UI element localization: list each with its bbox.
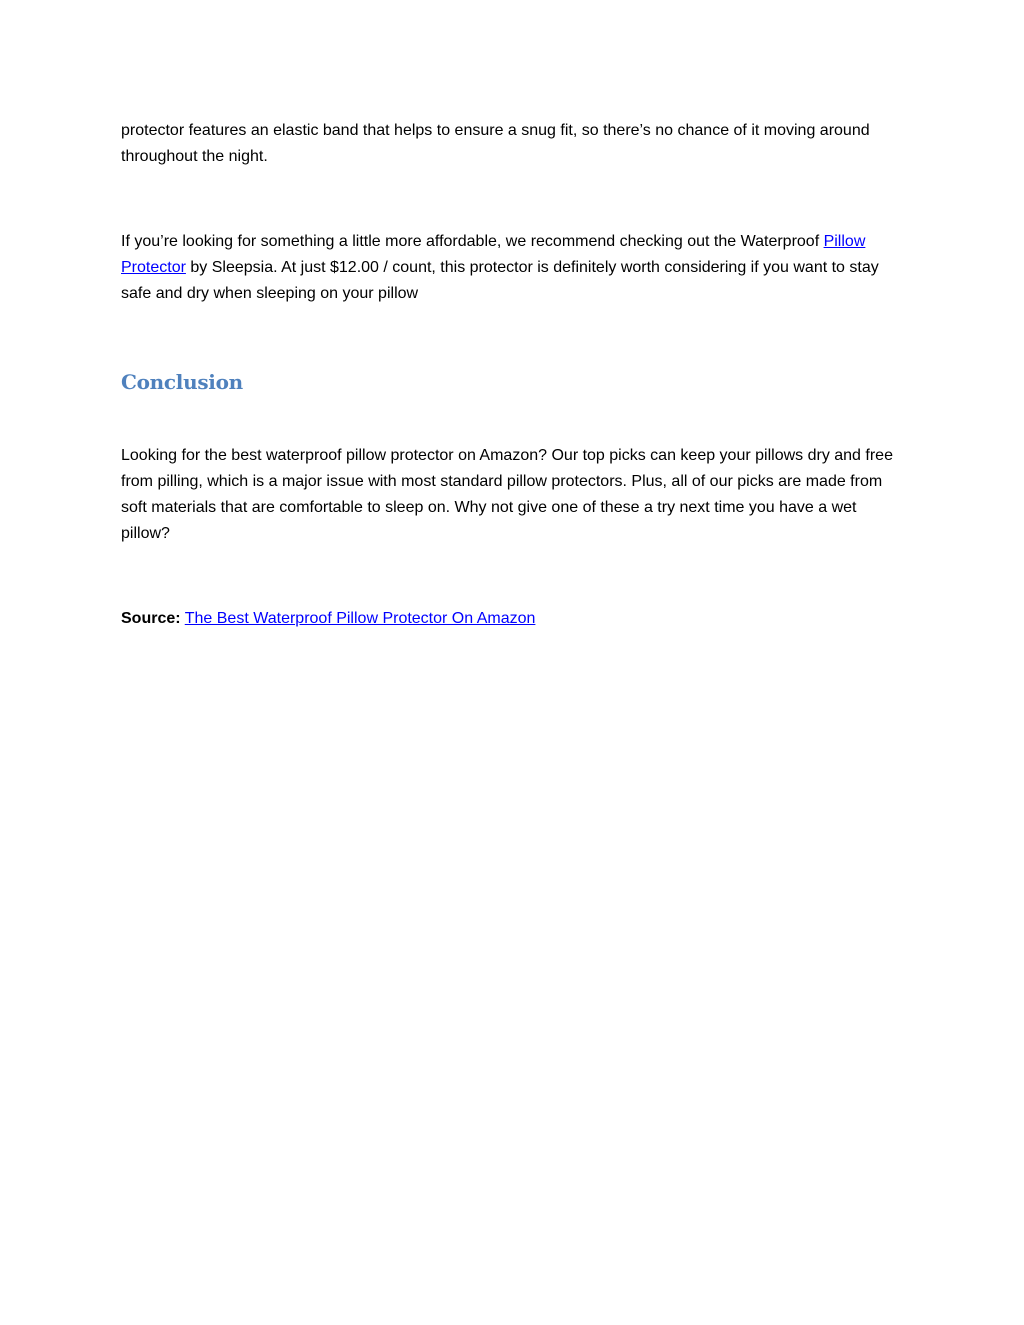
source-link[interactable]: The Best Waterproof Pillow Protector On Amazon	[184, 610, 536, 627]
paragraph-text: protector features an elastic band that helps to ensure a snug fit, so there’s no chance of it moving around throughout the night.	[121, 122, 870, 165]
section-heading: Conclusion	[121, 370, 243, 394]
paragraph-text: If you’re looking for something a little more affordable, we recommend checking out the Waterproof	[121, 233, 824, 250]
paragraph-text: Looking for the best waterproof pillow protector on Amazon? Our top picks can keep your pillows dry and free from pilling, which is a major issue with most standard pillow protectors. Plus, all of our picks are made from soft materials that are comfortable to sleep on. Why not give one of these a try next time you have a wet pillow?	[121, 447, 893, 542]
body-paragraph	[121, 229, 901, 307]
pillow-protector-link[interactable]: Pillow Protector	[121, 233, 866, 276]
document-body	[121, 118, 901, 632]
body-paragraph	[121, 443, 901, 547]
source-line	[121, 606, 901, 632]
body-paragraph	[121, 118, 901, 170]
paragraph-text: by Sleepsia. At just $12.00 / count, this protector is definitely worth considering if you want to stay safe and dry when sleeping on your pillow	[121, 259, 879, 302]
source-label: Source:	[121, 610, 181, 627]
